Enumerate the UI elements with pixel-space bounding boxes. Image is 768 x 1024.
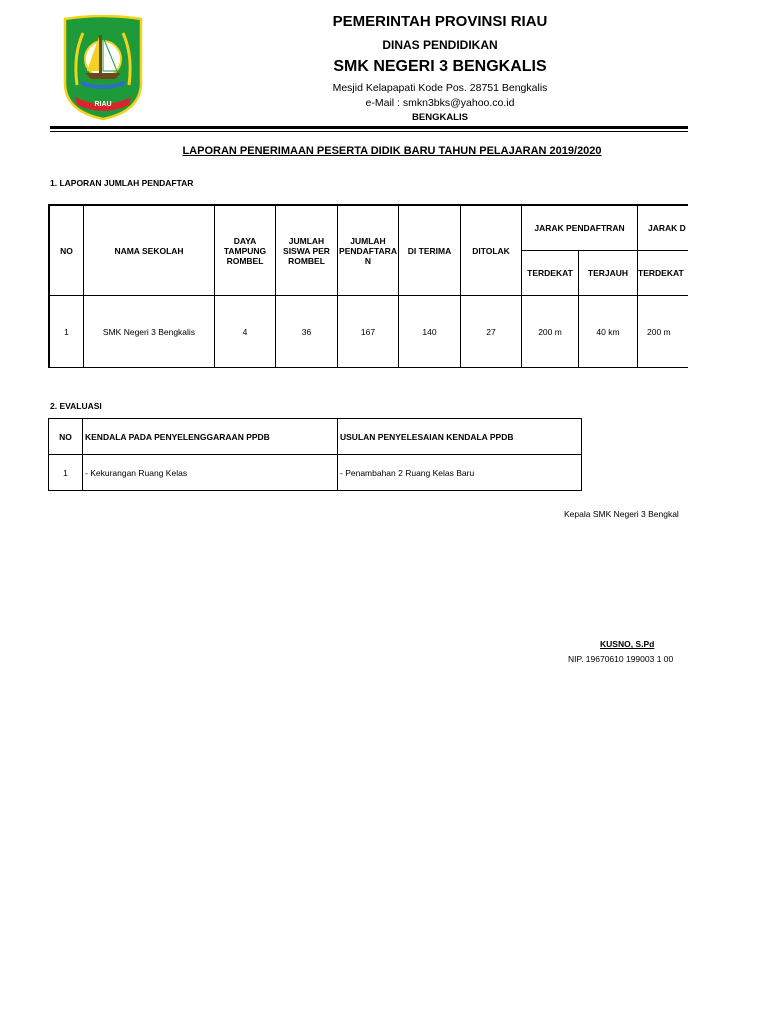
header-jarak-d: JARAK D	[638, 206, 688, 251]
header-nama-sekolah: NAMA SEKOLAH	[84, 206, 215, 296]
logo-text: RIAU	[94, 101, 112, 108]
cell-di-terima: 140	[399, 296, 461, 368]
header-divider-thick	[50, 126, 688, 129]
table-row	[49, 455, 582, 491]
registrant-table	[49, 205, 688, 368]
riau-province-logo	[63, 15, 143, 121]
header-kendala: KENDALA PADA PENYELENGGARAAN PPDB	[83, 419, 338, 455]
cell-kendala: - Kekurangan Ruang Kelas	[83, 455, 338, 491]
header-di-terima: DI TERIMA	[399, 206, 461, 296]
header-department: DINAS PENDIDIKAN	[382, 38, 498, 52]
cell-nama-sekolah: SMK Negeri 3 Bengkalis	[84, 296, 215, 368]
header-divider-thin	[50, 131, 688, 132]
evaluation-table	[48, 418, 582, 491]
cell-jumlah-siswa: 36	[276, 296, 338, 368]
signature-title: Kepala SMK Negeri 3 Bengkal	[564, 509, 679, 519]
header-no: NO	[49, 419, 83, 455]
cell-jumlah-pendaftaran: 167	[338, 296, 399, 368]
header-school: SMK NEGERI 3 BENGKALIS	[333, 58, 547, 75]
header-jumlah-pendaftaran: JUMLAH PENDAFTARA N	[338, 206, 399, 296]
cell-no: 1	[50, 296, 84, 368]
header-jarak-pendaftran: JARAK PENDAFTRAN	[522, 206, 638, 251]
cell-terjauh: 40 km	[579, 296, 638, 368]
signature-name: KUSNO, S.Pd	[600, 639, 655, 649]
header-ditolak: DITOLAK	[461, 206, 522, 296]
report-title: LAPORAN PENERIMAAN PESERTA DIDIK BARU TAHUN PELAJARAN 2019/2020	[182, 145, 602, 157]
cell-usulan: - Penambahan 2 Ruang Kelas Baru	[338, 455, 582, 491]
header-usulan: USULAN PENYELESAIAN KENDALA PPDB	[338, 419, 582, 455]
cell-terdekat-2: 200 m	[638, 296, 688, 368]
registrant-table-container	[48, 204, 688, 368]
header-terdekat-2: TERDEKAT	[638, 251, 688, 296]
header-province: PEMERINTAH PROVINSI RIAU	[332, 13, 548, 30]
cell-daya-tampung: 4	[215, 296, 276, 368]
header-address: Mesjid Kelapapati Kode Pos. 28751 Bengkalis	[332, 82, 548, 94]
table-row	[50, 296, 689, 368]
header-jumlah-siswa: JUMLAH SISWA PER ROMBEL	[276, 206, 338, 296]
section-1-label: 1. LAPORAN JUMLAH PENDAFTAR	[50, 178, 194, 188]
signature-nip: NIP. 19670610 199003 1 00	[568, 654, 674, 664]
header-daya-tampung: DAYA TAMPUNG ROMBEL	[215, 206, 276, 296]
header-terjauh: TERJAUH	[579, 251, 638, 296]
header-city: BENGKALIS	[412, 112, 468, 123]
section-2-label: 2. EVALUASI	[50, 401, 102, 411]
cell-ditolak: 27	[461, 296, 522, 368]
header-email: e-Mail : smkn3bks@yahoo.co.id	[365, 97, 515, 109]
cell-no: 1	[49, 455, 83, 491]
cell-terdekat: 200 m	[522, 296, 579, 368]
header-terdekat: TERDEKAT	[522, 251, 579, 296]
header-no: NO	[50, 206, 84, 296]
